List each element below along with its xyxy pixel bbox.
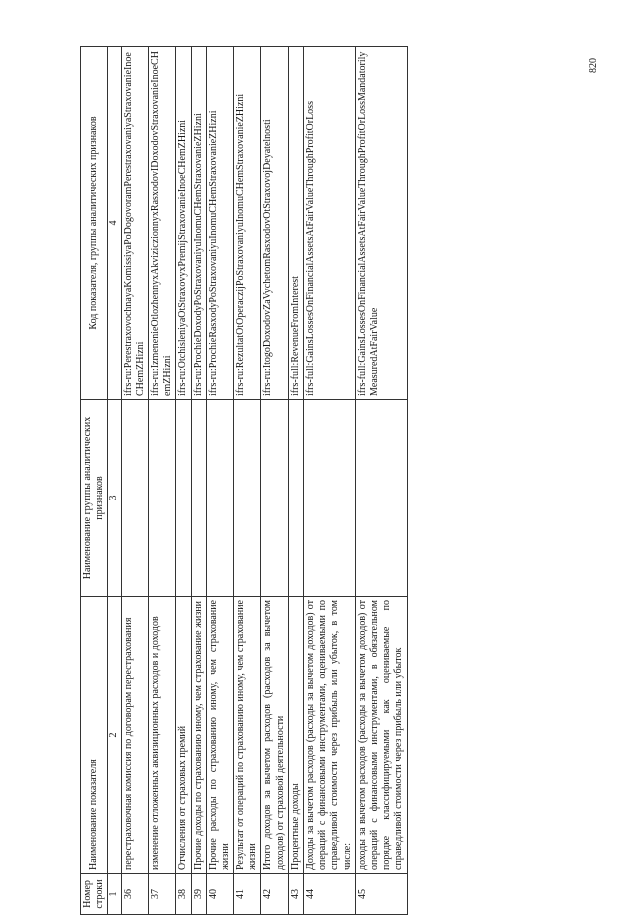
row-number: 38	[176, 874, 191, 915]
row-group	[121, 400, 148, 597]
row-number: 36	[121, 874, 148, 915]
row-number: 37	[148, 874, 175, 915]
row-group	[176, 400, 191, 597]
row-name: Прочие расходы по страхованию иному, чем страхование жизни	[206, 597, 233, 874]
table-row	[176, 47, 191, 915]
table-row	[234, 47, 261, 915]
header-num: Номер строки	[81, 874, 108, 915]
column-number: 4	[108, 47, 121, 400]
column-number: 3	[108, 400, 121, 597]
row-code: ifrs-ru:ProchieDoxodyPoStraxovaniyuInomuCHemStraxovanieZHizni	[191, 47, 206, 400]
page-number: 820	[588, 58, 599, 73]
column-number-row	[108, 47, 121, 915]
row-group	[288, 400, 303, 597]
column-number: 1	[108, 874, 121, 915]
table-row	[121, 47, 148, 915]
row-number: 44	[304, 874, 356, 915]
row-group	[261, 400, 288, 597]
row-code: ifrs-ru:OtchisleniyaOtStraxovyxPremijStraxovanieInoeCHemZHizni	[176, 47, 191, 400]
row-group	[148, 400, 175, 597]
indicator-table	[80, 46, 408, 915]
row-code: ifrs-full:GainsLossesOnFinancialAssetsAtFairValueThroughProfitOrLoss	[304, 47, 356, 400]
row-group	[355, 400, 407, 597]
row-group	[234, 400, 261, 597]
row-code: ifrs-ru:PerestraxovochnayaKomissiyaPoDogovoramPerestraxovaniyaStraxovanieInoeCHemZHizni	[121, 47, 148, 400]
table-row	[261, 47, 288, 915]
table-row	[304, 47, 356, 915]
row-number: 40	[206, 874, 233, 915]
row-number: 39	[191, 874, 206, 915]
header-group: Наименование группы аналитических признаков	[81, 400, 108, 597]
row-group	[191, 400, 206, 597]
row-name: Прочие доходы по страхованию иному, чем страхование жизни	[191, 597, 206, 874]
header-name: Наименование показателя	[81, 597, 108, 874]
row-group	[206, 400, 233, 597]
row-code: ifrs-full:GainsLossesOnFinancialAssetsAtFairValueThroughProfitOrLossMandatorilyMeasuredAtFairValue	[355, 47, 407, 400]
row-name: изменение отложенных аквизиционных расходов и доходов	[148, 597, 175, 874]
table-body	[121, 47, 407, 915]
row-number: 42	[261, 874, 288, 915]
row-name: перестраховочная комиссия по договорам перестрахования	[121, 597, 148, 874]
table-row	[148, 47, 175, 915]
row-name: Отчисления от страховых премий	[176, 597, 191, 874]
row-number: 45	[355, 874, 407, 915]
row-group	[304, 400, 356, 597]
table-row	[288, 47, 303, 915]
row-code: ifrs-ru:IzmenenieOtlozhennyxAkviziczionnyxRasxodovIDoxodovStraxovanieInoeCHemZHizni	[148, 47, 175, 400]
table-row	[206, 47, 233, 915]
row-code: ifrs-full:RevenueFromInterest	[288, 47, 303, 400]
table-row	[191, 47, 206, 915]
row-name: Доходы за вычетом расходов (расходы за вычетом доходов) от операций с финансовыми инструментами, оцениваемыми по справедливой стоимости через прибыль или убыток, в том числе:	[304, 597, 356, 874]
row-number: 41	[234, 874, 261, 915]
row-name: доходы за вычетом расходов (расходы за вычетом доходов) от операций с финансовыми инструментами, в обязательном порядке классифицируемыми как оцениваемые по справедливой стоимости через прибыль или убыток	[355, 597, 407, 874]
header-code: Код показателя, группы аналитических признаков	[81, 47, 108, 400]
row-name: Итого доходов за вычетом расходов (расходов за вычетом доходов) от страховой деятельности	[261, 597, 288, 874]
row-name: Процентные доходы	[288, 597, 303, 874]
table-header-row	[81, 47, 108, 915]
table-row	[355, 47, 407, 915]
row-code: ifrs-ru:ItogoDoxodovZaVychetomRasxodovOtStraxovojDeyatelnosti	[261, 47, 288, 400]
row-number: 43	[288, 874, 303, 915]
column-number: 2	[108, 597, 121, 874]
row-code: ifrs-ru:ProchieRasxodyPoStraxovaniyuInomuCHemStraxovanieZHizni	[206, 47, 233, 400]
row-name: Результат от операций по страхованию иному, чем страхование жизни	[234, 597, 261, 874]
rotated-table-wrapper	[80, 51, 570, 915]
row-code: ifrs-ru:RezultatOtOperaczijPoStraxovaniyuInomuCHemStraxovanieZHizni	[234, 47, 261, 400]
